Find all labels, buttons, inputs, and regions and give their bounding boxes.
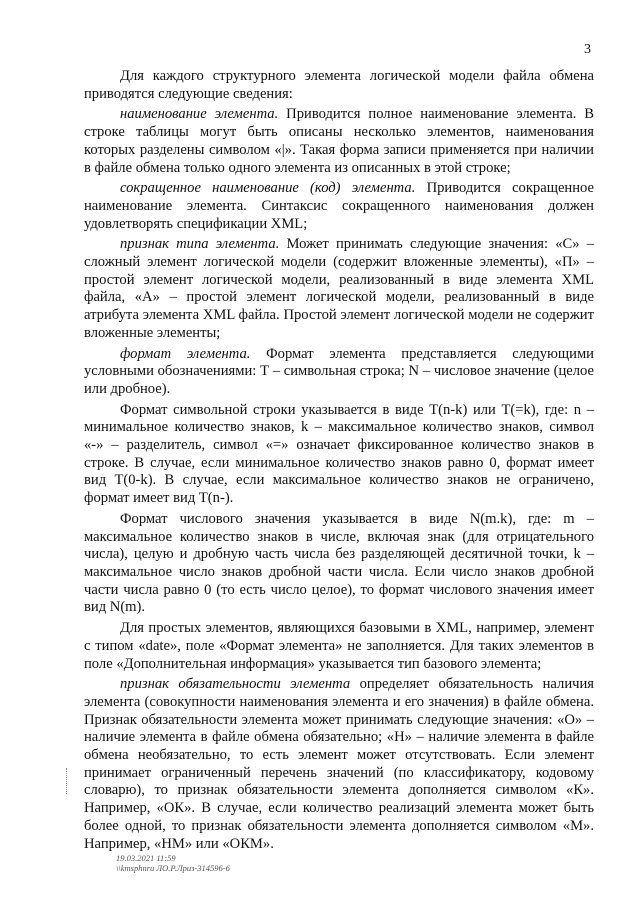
- term: наименование элемента.: [120, 106, 279, 123]
- page-number: 3: [584, 42, 591, 57]
- paragraph-text: Формат числового значения указывается в виде N(m.k), где: m – максимальное количество знаков в числе, включая знак (для отрицательного числа), целую и дробную часть числа без разделяющей десятичной точки, k – максимальное число знаков дробной части числа. Если число знаков дробной части числа равно 0 (то есть число целое), то формат числового значения имеет вид N(m).: [84, 510, 594, 616]
- paragraph-element-name: [84, 106, 594, 177]
- paragraph-intro: [84, 68, 594, 103]
- paragraph-text: Приводится сокращенное наименование элемента. Синтаксис сокращенного наименования должен удовлетворять спецификации XML;: [84, 180, 594, 232]
- margin-mark: [66, 768, 69, 794]
- paragraph-short-name: [84, 180, 594, 233]
- term: формат элемента.: [120, 345, 251, 362]
- paragraph-text: Для простых элементов, являющихся базовыми в XML, например, элемент с типом «date», поле «Формат элемента» не заполняется. Для таких элементов в поле «Дополнительная информация» указывается тип базового элемента;: [84, 620, 594, 672]
- footer-path: \\kmsphnru ЛО.Р.Лриз-314596-6: [116, 863, 230, 873]
- paragraph-text: Может принимать следующие значения: «С» – сложный элемент логической модели (содержит вложенные элементы), «П» – простой элемент логической модели, реализованный в виде элемента XML файла, «А» – простой элемент логической модели, реализованный в виде атрибута элемента XML файла. Простой элемент логической модели не содержит вложенные элементы;: [84, 236, 594, 341]
- paragraph-element-type: [84, 236, 594, 342]
- paragraph-element-format: [84, 346, 594, 399]
- paragraph-mandatory-flag: [84, 676, 594, 853]
- paragraph-text: определяет обязательность наличия элемента (совокупности наименования элемента и его значения) в файле обмена. Признак обязательности элемента может принимать следующие значения: «О» – наличие элемента в файле обмена обязательно; «Н» – наличие элемента в файле обмена необязательно, то есть элемент может отсутствовать. Если элемент принимает ограниченный перечень значений (по классификатору, кодовому словарю), то признак обязательности элемента дополняется символом «К». Например, «ОК». В случае, если количество реализаций элемента может быть более одной, то признак обязательности элемента дополняется символом «М». Например, «НМ» или «ОКМ».: [84, 676, 594, 852]
- paragraph-text: Для каждого структурного элемента логической модели файла обмена приводятся следующие сведения:: [84, 68, 594, 102]
- term: признак типа элемента.: [120, 236, 280, 253]
- paragraph-text: Приводится полное наименование элемента. В строке таблицы могут быть описаны несколько элементов, наименования которых разделены символом «|». Такая форма записи применяется при наличии в файле обмена только одного элемента из описанных в этой строке;: [84, 106, 595, 176]
- document-body: [84, 68, 594, 853]
- term: сокращенное наименование (код) элемента.: [120, 180, 416, 197]
- footer-stamp: [116, 853, 230, 873]
- footer-date: 19.03.2021 11:59: [116, 853, 176, 863]
- paragraph-number-format: [84, 511, 594, 617]
- paragraph-string-format: [84, 402, 594, 508]
- paragraph-base-types: [84, 620, 594, 673]
- paragraph-text: Формат символьной строки указывается в виде Т(n-k) или T(=k), где: n – минимальное количество знаков, k – максимальное количество знаков, символ «-» – разделитель, символ «=» означает фиксированное количество знаков в строке. В случае, если минимальное количество знаков равно 0, формат имеет вид Т(0-k). В случае, если максимальное количество знаков не ограничено, формат имеет вид Т(n-).: [84, 401, 594, 507]
- paragraph-text: Формат элемента представляется следующими условными обозначениями: Т – символьная строка; N – числовое значение (целое или дробное).: [84, 345, 594, 397]
- term: признак обязательности элемента: [120, 676, 351, 693]
